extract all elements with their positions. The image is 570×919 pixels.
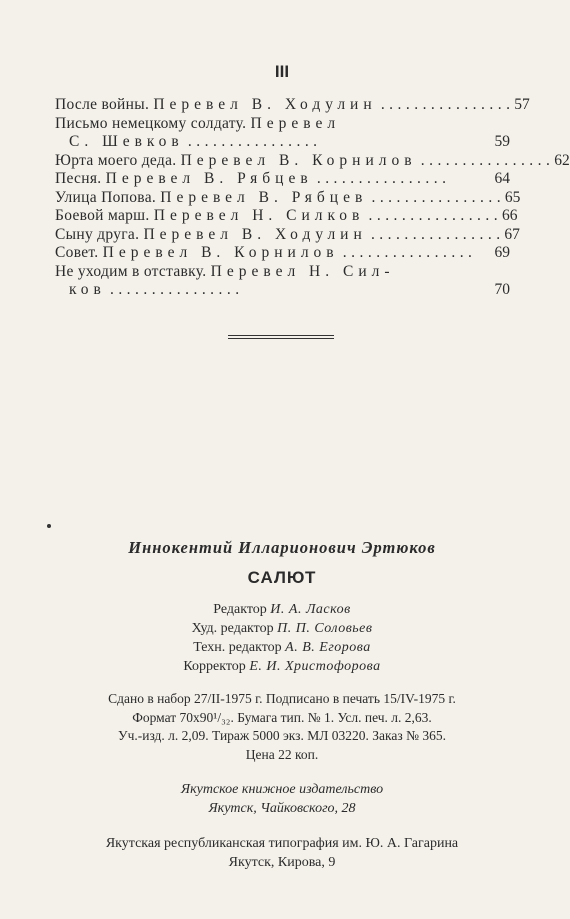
toc-entry bbox=[55, 244, 510, 263]
credit-name: П. П. Соловьев bbox=[277, 621, 373, 636]
publisher-line: Якутск, Чайковского, 28 bbox=[208, 801, 356, 816]
toc-entry-title: Письмо немецкому солдату. bbox=[55, 114, 251, 132]
author-name: Иннокентий Илларионович Эртюков bbox=[128, 538, 436, 557]
book-title: САЛЮТ bbox=[247, 568, 317, 587]
print-speck bbox=[47, 524, 51, 528]
printing-house-block bbox=[0, 834, 564, 872]
toc-entry-title: Совет. bbox=[55, 244, 103, 261]
credit-line bbox=[0, 600, 564, 619]
toc-entry-translator: Перевел В. Ходулин bbox=[153, 96, 377, 113]
toc-entry-text bbox=[55, 207, 498, 226]
toc-entry bbox=[55, 115, 510, 134]
toc-entry-page bbox=[506, 263, 510, 282]
toc-entry-text bbox=[55, 115, 340, 134]
table-of-contents bbox=[55, 96, 570, 300]
toc-entry-translator: Перевел В. Ходулин bbox=[143, 225, 367, 243]
print-line: Формат 70х90¹/₃₂. Бумага тип. № 1. Усл. печ. л. 2,63. bbox=[132, 709, 432, 725]
toc-entry-page: 67 bbox=[504, 225, 520, 243]
print-line: Уч.-изд. л. 2,09. Тираж 5000 экз. МЛ 03220. Заказ № 365. bbox=[118, 728, 446, 743]
toc-entry-page: 65 bbox=[504, 188, 521, 206]
toc-entry-page: 64 bbox=[494, 170, 510, 187]
toc-entry-title: Юрта моего деда. bbox=[55, 151, 181, 169]
credit-role: Корректор bbox=[183, 659, 250, 674]
toc-entry-text bbox=[55, 96, 510, 115]
toc-entry-text bbox=[55, 152, 550, 171]
toc-entry-text bbox=[55, 189, 501, 208]
print-details bbox=[0, 690, 564, 764]
toc-entry-title: Боевой марш. bbox=[55, 207, 154, 224]
toc-entry bbox=[55, 225, 520, 245]
toc-entry-title: Сыну друга. bbox=[55, 225, 144, 243]
toc-entry-text bbox=[55, 133, 317, 152]
toc-entry-text bbox=[55, 170, 446, 189]
toc-entry-title: После войны. bbox=[55, 96, 154, 113]
toc-leader-dots: . . . . . . . . . . . . . . . . bbox=[312, 170, 447, 187]
credit-name: Е. И. Христофорова bbox=[249, 659, 381, 674]
toc-entry-page: 70 bbox=[494, 281, 510, 298]
toc-leader-dots: . . . . . . . . . . . . . . . . bbox=[416, 151, 551, 169]
toc-entry bbox=[55, 263, 510, 282]
toc-leader-dots: . . . . . . . . . . . . . . . . bbox=[364, 207, 498, 224]
toc-entry-translator: Перевел Н. Силков bbox=[153, 207, 365, 224]
print-line: Сдано в набор 27/II-1975 г. Подписано в печать 15/IV-1975 г. bbox=[108, 691, 456, 706]
press-line: Якутская республиканская типография им. Ю. А. Гагарина bbox=[105, 836, 459, 851]
colophon bbox=[0, 538, 564, 872]
toc-leader-dots: . . . . . . . . . . . . . . . . bbox=[183, 133, 318, 150]
credit-role: Техн. редактор bbox=[193, 640, 286, 655]
toc-entry bbox=[55, 96, 530, 115]
publisher-block bbox=[0, 780, 564, 818]
toc-entry bbox=[55, 188, 521, 208]
toc-entry bbox=[55, 281, 510, 300]
credit-line bbox=[0, 638, 564, 657]
credit-role: Худ. редактор bbox=[191, 621, 278, 636]
toc-leader-dots: . . . . . . . . . . . . . . . . bbox=[376, 96, 511, 113]
toc-leader-dots: . . . . . . . . . . . . . . . . bbox=[338, 244, 473, 261]
toc-entry bbox=[55, 207, 518, 226]
credits-block bbox=[0, 600, 564, 676]
toc-entry-text bbox=[55, 244, 472, 263]
toc-entry-translator: Перевел Н. Сил- bbox=[210, 262, 395, 280]
toc-entry-page bbox=[506, 115, 510, 134]
toc-entry-text bbox=[55, 281, 239, 300]
toc-entry-translator: Перевел В. Корнилов bbox=[180, 151, 417, 169]
toc-entry bbox=[55, 170, 510, 189]
page-number: III bbox=[274, 62, 290, 81]
toc-entry-text bbox=[55, 226, 500, 245]
toc-entry-translator: Перевел В. Рябцев bbox=[105, 170, 313, 187]
credit-name: И. А. Ласков bbox=[270, 602, 351, 617]
toc-entry-page: 69 bbox=[494, 244, 510, 261]
toc-entry-page: 62 bbox=[554, 151, 570, 169]
toc-entry-translator: Перевел В. Корнилов bbox=[102, 244, 339, 261]
toc-entry-page: 57 bbox=[514, 96, 530, 113]
divider-rule bbox=[228, 335, 334, 339]
toc-entry-translator: ков bbox=[69, 281, 106, 298]
toc-entry-page: 59 bbox=[494, 133, 510, 150]
toc-leader-dots: . . . . . . . . . . . . . . . . bbox=[367, 188, 501, 206]
toc-entry bbox=[55, 151, 570, 171]
toc-entry-title: Улица Попова. bbox=[55, 188, 161, 206]
toc-entry-page: 66 bbox=[501, 207, 518, 224]
print-line: Цена 22 коп. bbox=[245, 746, 319, 762]
publisher-line: Якутское книжное издательство bbox=[180, 782, 384, 797]
press-line: Якутск, Кирова, 9 bbox=[228, 855, 336, 870]
toc-leader-dots: . . . . . . . . . . . . . . . . bbox=[105, 281, 240, 298]
credit-role: Редактор bbox=[213, 602, 271, 617]
credit-name: А. В. Егорова bbox=[285, 640, 371, 655]
toc-entry-text bbox=[55, 263, 395, 282]
toc-entry bbox=[55, 133, 510, 152]
toc-entry-translator: Перевел В. Рябцев bbox=[160, 188, 368, 206]
toc-entry-translator: Перевел bbox=[250, 114, 341, 132]
toc-entry-title: Песня. bbox=[55, 170, 106, 187]
credit-line bbox=[0, 657, 564, 676]
toc-leader-dots: . . . . . . . . . . . . . . . . bbox=[366, 225, 501, 243]
credit-line bbox=[0, 619, 564, 638]
toc-entry-title: Не уходим в отставку. bbox=[55, 262, 211, 280]
toc-entry-translator: С. Шевков bbox=[69, 133, 184, 150]
